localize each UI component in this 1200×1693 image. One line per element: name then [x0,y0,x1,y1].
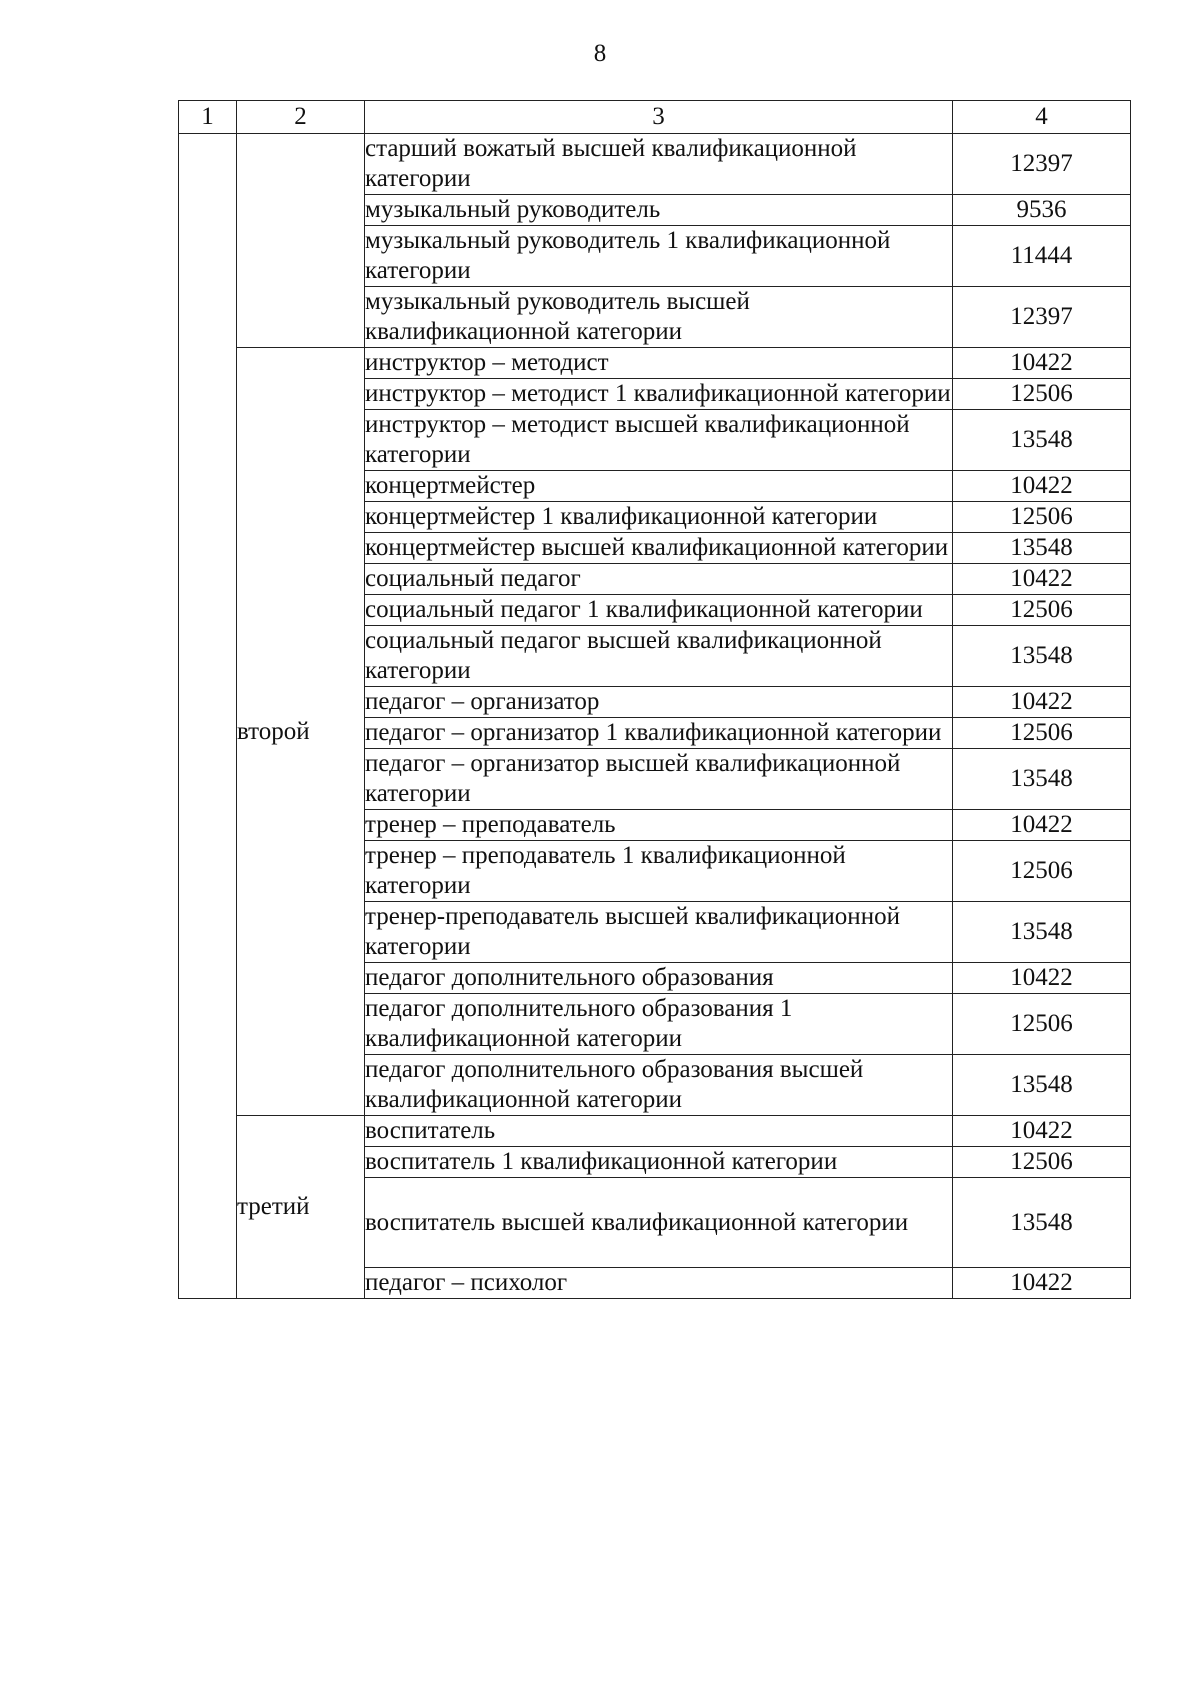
salary-value: 13548 [953,749,1131,810]
salary-value: 10422 [953,687,1131,718]
salary-value: 13548 [953,902,1131,963]
salary-value: 10422 [953,963,1131,994]
position-name: воспитатель [365,1116,953,1147]
position-name: концертмейстер 1 квалификационной категории [365,502,953,533]
header-cell-2: 2 [237,101,365,134]
table-row [179,134,1131,195]
salary-value: 12506 [953,841,1131,902]
salary-value: 9536 [953,195,1131,226]
salary-table [178,100,1131,1299]
salary-value: 10422 [953,564,1131,595]
header-cell-3: 3 [365,101,953,134]
position-name: старший вожатый высшей квалификационной категории [365,134,953,195]
position-name: музыкальный руководитель 1 квалификационной категории [365,226,953,287]
position-name: педагог дополнительного образования высшей квалификационной категории [365,1055,953,1116]
salary-value: 10422 [953,1116,1131,1147]
salary-value: 13548 [953,1178,1131,1268]
position-name: инструктор – методист высшей квалификационной категории [365,410,953,471]
salary-value: 12397 [953,287,1131,348]
table-row [179,1116,1131,1147]
position-name: тренер – преподаватель [365,810,953,841]
header-cell-1: 1 [179,101,237,134]
position-name: тренер-преподаватель высшей квалификационной категории [365,902,953,963]
salary-value: 12506 [953,502,1131,533]
position-name: социальный педагог [365,564,953,595]
position-name: социальный педагог высшей квалификационной категории [365,626,953,687]
salary-value: 12506 [953,994,1131,1055]
position-name: воспитатель высшей квалификационной категории [365,1178,953,1268]
group-cell: второй [237,348,365,1116]
position-name: инструктор – методист 1 квалификационной категории [365,379,953,410]
salary-value: 10422 [953,348,1131,379]
salary-value: 12506 [953,1147,1131,1178]
salary-value: 10422 [953,1268,1131,1299]
column-1-cell [179,134,237,1299]
position-name: музыкальный руководитель высшей квалификационной категории [365,287,953,348]
position-name: концертмейстер [365,471,953,502]
position-name: педагог дополнительного образования 1 квалификационной категории [365,994,953,1055]
salary-value: 12397 [953,134,1131,195]
salary-value: 10422 [953,810,1131,841]
table-body [179,101,1131,1299]
position-name: социальный педагог 1 квалификационной категории [365,595,953,626]
position-name: инструктор – методист [365,348,953,379]
header-cell-4: 4 [953,101,1131,134]
salary-value: 12506 [953,718,1131,749]
salary-value: 11444 [953,226,1131,287]
position-name: воспитатель 1 квалификационной категории [365,1147,953,1178]
position-name: педагог – организатор высшей квалификационной категории [365,749,953,810]
group-cell: третий [237,1116,365,1299]
salary-value: 13548 [953,626,1131,687]
salary-value: 13548 [953,1055,1131,1116]
salary-value: 13548 [953,533,1131,564]
page-number: 8 [593,40,607,67]
position-name: педагог – организатор [365,687,953,718]
position-name: педагог – организатор 1 квалификационной категории [365,718,953,749]
salary-value: 13548 [953,410,1131,471]
position-name: концертмейстер высшей квалификационной категории [365,533,953,564]
table-row [179,348,1131,379]
position-name: тренер – преподаватель 1 квалификационной категории [365,841,953,902]
position-name: педагог дополнительного образования [365,963,953,994]
position-name: музыкальный руководитель [365,195,953,226]
salary-value: 12506 [953,379,1131,410]
group-cell [237,134,365,348]
position-name: педагог – психолог [365,1268,953,1299]
salary-value: 10422 [953,471,1131,502]
salary-value: 12506 [953,595,1131,626]
header-row [179,101,1131,134]
